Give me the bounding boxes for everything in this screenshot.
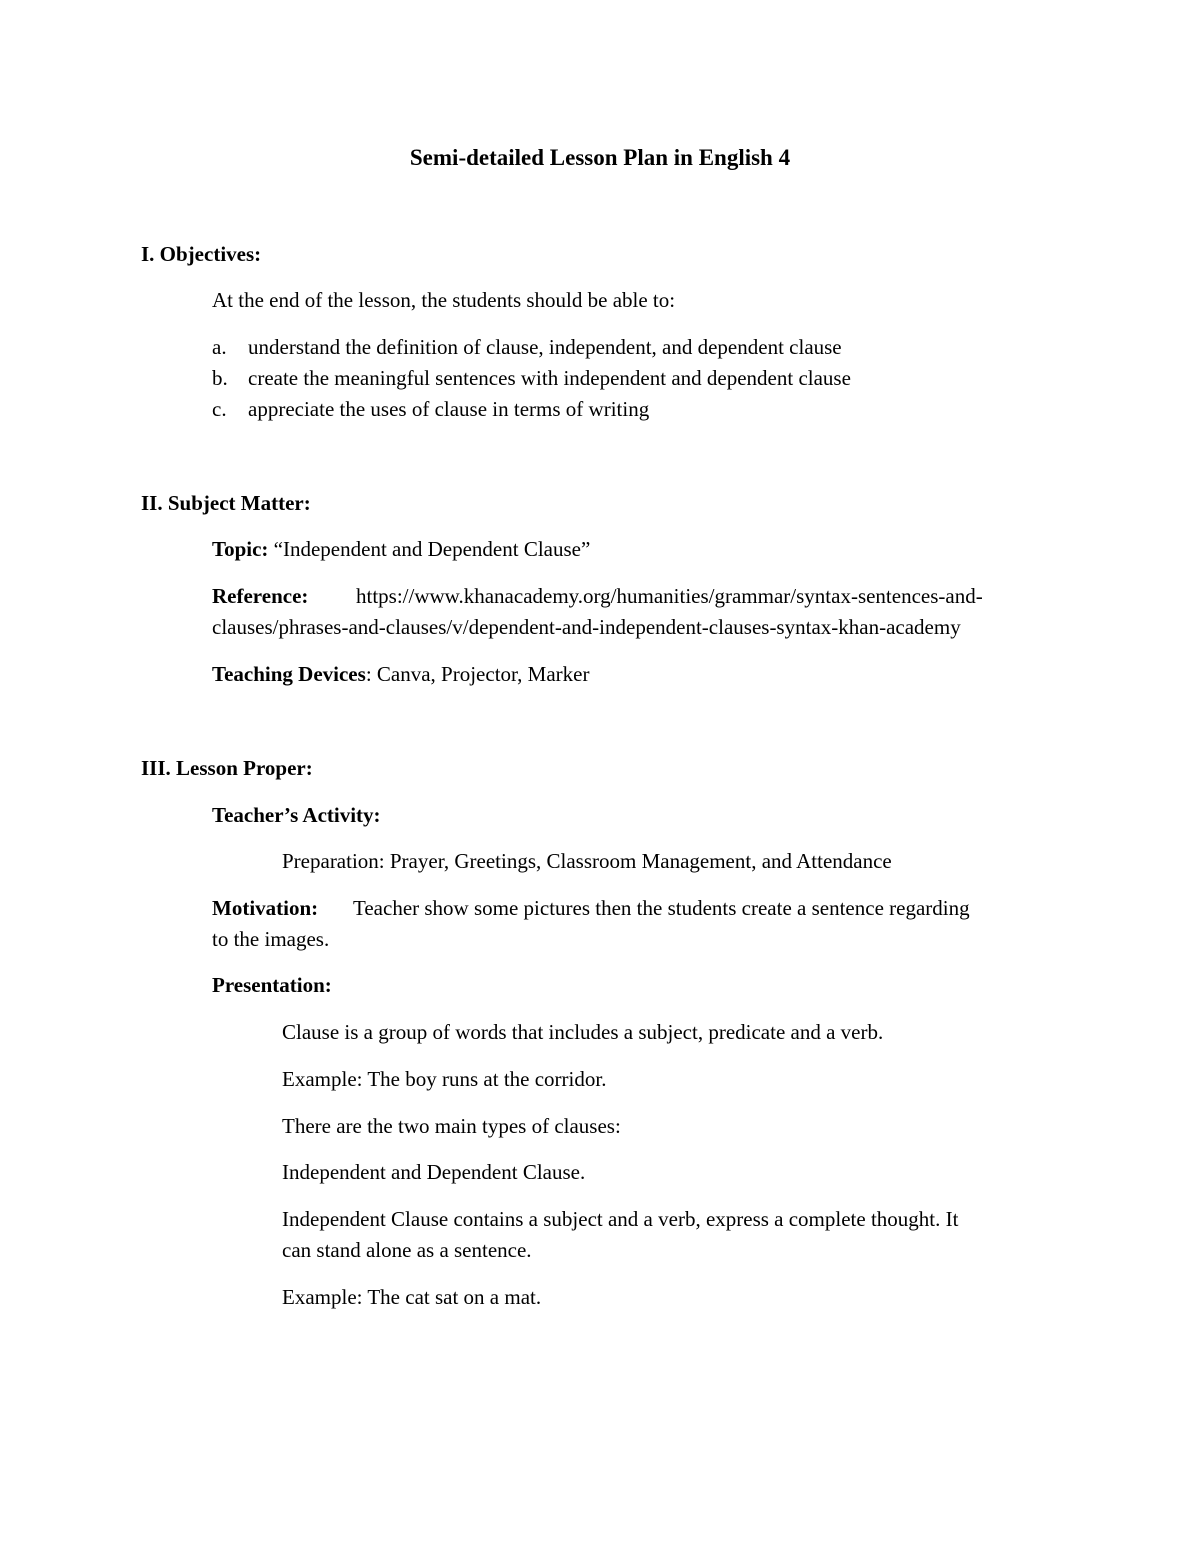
presentation-line: There are the two main types of clauses: (282, 1114, 621, 1138)
teaching-devices-line (212, 662, 589, 687)
presentation-line: Example: The boy runs at the corridor. (282, 1067, 607, 1091)
presentation-line: Independent Clause contains a subject and a verb, express a complete thought. It (282, 1207, 959, 1231)
topic-label: Topic: (212, 537, 269, 561)
objective-text: understand the definition of clause, independent, and dependent clause (248, 335, 842, 359)
topic-value: “Independent and Dependent Clause” (273, 537, 591, 561)
objective-item (212, 397, 649, 422)
motivation-text-line1: Teacher show some pictures then the students create a sentence regarding (353, 896, 970, 920)
objective-text: create the meaningful sentences with independent and dependent clause (248, 366, 851, 390)
lesson-proper-heading: III. Lesson Proper: (141, 756, 313, 780)
teaching-devices-label: Teaching Devices (212, 662, 366, 686)
motivation-text-line2: to the images. (212, 927, 330, 951)
reference-label: Reference: (212, 584, 309, 608)
objective-item (212, 366, 851, 391)
teacher-activity-label: Teacher’s Activity: (212, 803, 381, 827)
reference-link-line2[interactable]: clauses/phrases-and-clauses/v/dependent-and-independent-clauses-syntax-khan-academy (212, 615, 961, 639)
objective-text: appreciate the uses of clause in terms of writing (248, 397, 650, 421)
topic-line (212, 537, 590, 562)
objective-marker: c. (212, 397, 227, 421)
objective-item (212, 335, 842, 360)
reference-link-line1[interactable]: https://www.khanacademy.org/humanities/grammar/syntax-sentences-and- (356, 584, 983, 608)
subject-matter-heading: II. Subject Matter: (141, 491, 311, 515)
presentation-line: Example: The cat sat on a mat. (282, 1285, 542, 1309)
document-title: Semi-detailed Lesson Plan in English 4 (409, 145, 791, 170)
presentation-line: Independent and Dependent Clause. (282, 1160, 586, 1184)
objective-marker: a. (212, 335, 227, 359)
objectives-intro: At the end of the lesson, the students should be able to: (212, 288, 676, 312)
objectives-heading: I. Objectives: (141, 242, 262, 266)
presentation-line: can stand alone as a sentence. (282, 1238, 532, 1262)
teaching-devices-value: : Canva, Projector, Marker (365, 662, 590, 686)
presentation-label: Presentation: (212, 973, 332, 997)
presentation-line: Clause is a group of words that includes a subject, predicate and a verb. (282, 1020, 884, 1044)
objective-marker: b. (212, 366, 228, 390)
motivation-label: Motivation: (212, 896, 319, 920)
preparation-text: Preparation: Prayer, Greetings, Classroom Management, and Attendance (282, 849, 892, 873)
